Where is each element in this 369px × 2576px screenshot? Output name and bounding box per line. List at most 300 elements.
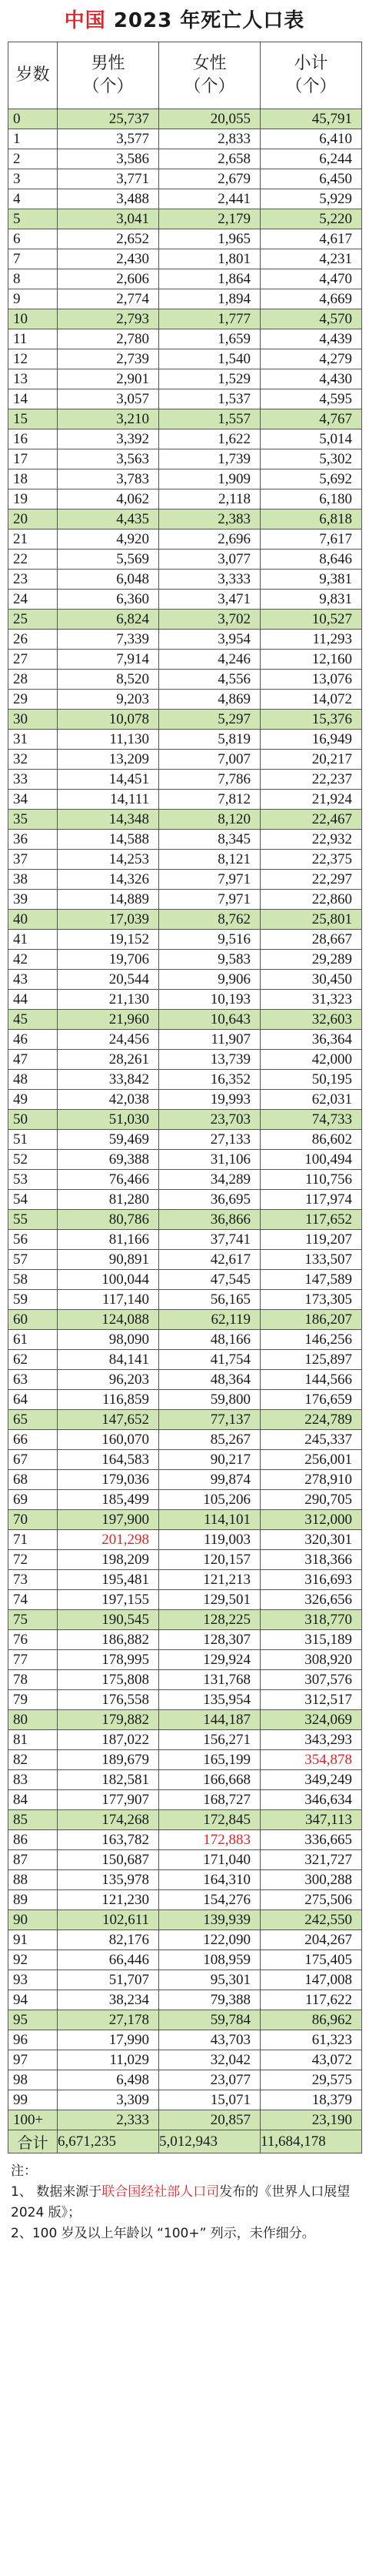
cell-age: 41 — [8, 930, 58, 950]
table-row — [8, 2090, 362, 2110]
cell-age: 38 — [8, 870, 58, 890]
table-row — [8, 1850, 362, 1870]
cell-total: 316,693 — [261, 1570, 362, 1590]
cell-male: 38,234 — [58, 1990, 159, 2010]
cell-male: 178,995 — [58, 1650, 159, 1670]
cell-male: 6,360 — [58, 590, 159, 610]
table-row — [8, 1690, 362, 1710]
cell-total: 147,008 — [261, 1970, 362, 1990]
cell-male: 4,062 — [58, 489, 159, 510]
table-row — [8, 1130, 362, 1150]
header-male-unit: （个） — [82, 77, 134, 96]
header-female — [159, 42, 261, 109]
table-row — [8, 1250, 362, 1270]
cell-age: 86 — [8, 1830, 58, 1850]
cell-male: 8,520 — [58, 670, 159, 690]
cell-male: 135,978 — [58, 1870, 159, 1890]
cell-total: 186,207 — [261, 1310, 362, 1330]
cell-male: 4,435 — [58, 510, 159, 530]
cell-age: 29 — [8, 690, 58, 710]
cell-male: 81,280 — [58, 1190, 159, 1210]
table-row — [8, 510, 362, 530]
table-row — [8, 790, 362, 810]
cell-total: 11,293 — [261, 630, 362, 650]
table-row — [8, 1190, 362, 1210]
cell-total: 6,818 — [261, 510, 362, 530]
cell-male: 21,960 — [58, 1010, 159, 1030]
table-row — [8, 389, 362, 409]
cell-total: 4,595 — [261, 389, 362, 409]
table-row — [8, 449, 362, 469]
cell-total: 4,430 — [261, 369, 362, 389]
cell-female: 32,042 — [159, 2050, 261, 2070]
cell-age: 6 — [8, 229, 58, 249]
cell-male: 186,882 — [58, 1630, 159, 1650]
total-label: 合计 — [8, 2130, 58, 2153]
table-row — [8, 1610, 362, 1630]
header-total-label: 小计 — [294, 54, 328, 73]
cell-male: 69,388 — [58, 1150, 159, 1170]
cell-female: 128,307 — [159, 1630, 261, 1650]
cell-age: 21 — [8, 530, 58, 550]
table-row — [8, 109, 362, 129]
cell-male: 4,920 — [58, 530, 159, 550]
cell-total: 125,897 — [261, 1350, 362, 1370]
cell-male: 2,780 — [58, 329, 159, 349]
cell-age: 14 — [8, 389, 58, 409]
cell-female: 129,924 — [159, 1650, 261, 1670]
cell-male: 121,230 — [58, 1890, 159, 1910]
cell-total: 146,256 — [261, 1330, 362, 1350]
cell-total: 62,031 — [261, 1090, 362, 1110]
table-row — [8, 690, 362, 710]
table-row — [8, 1870, 362, 1890]
cell-male: 195,481 — [58, 1570, 159, 1590]
total-female: 5,012,943 — [159, 2130, 261, 2153]
cell-total: 4,570 — [261, 309, 362, 329]
cell-total: 307,576 — [261, 1670, 362, 1690]
notes-heading: 注： — [11, 2163, 37, 2179]
cell-male: 14,889 — [58, 890, 159, 910]
cell-male: 3,392 — [58, 429, 159, 449]
cell-male: 163,782 — [58, 1830, 159, 1850]
cell-total: 204,267 — [261, 1930, 362, 1950]
table-row — [8, 1830, 362, 1850]
cell-male: 3,577 — [58, 129, 159, 149]
cell-total: 119,207 — [261, 1230, 362, 1250]
table-row — [8, 1990, 362, 2010]
cell-male: 14,348 — [58, 810, 159, 830]
cell-male: 25,737 — [58, 109, 159, 129]
cell-female: 8,762 — [159, 910, 261, 930]
cell-female: 3,702 — [159, 610, 261, 630]
cell-female: 3,077 — [159, 550, 261, 570]
cell-age: 33 — [8, 770, 58, 790]
cell-female: 2,179 — [159, 209, 261, 229]
cell-age: 78 — [8, 1670, 58, 1690]
cell-total: 346,634 — [261, 1790, 362, 1810]
cell-total: 349,249 — [261, 1770, 362, 1790]
cell-total: 22,467 — [261, 810, 362, 830]
table-row — [8, 2030, 362, 2050]
cell-total: 32,603 — [261, 1010, 362, 1030]
table-row — [8, 309, 362, 329]
cell-male: 175,808 — [58, 1670, 159, 1690]
cell-female: 3,954 — [159, 630, 261, 650]
table-row — [8, 870, 362, 890]
cell-female: 3,333 — [159, 570, 261, 590]
cell-age: 32 — [8, 750, 58, 770]
cell-age: 42 — [8, 950, 58, 970]
cell-male: 3,210 — [58, 409, 159, 429]
cell-age: 50 — [8, 1110, 58, 1130]
cell-female: 36,866 — [159, 1210, 261, 1230]
cell-total: 275,506 — [261, 1890, 362, 1910]
cell-female: 128,225 — [159, 1610, 261, 1630]
cell-female: 129,501 — [159, 1590, 261, 1610]
cell-male: 17,990 — [58, 2030, 159, 2050]
cell-female: 43,703 — [159, 2030, 261, 2050]
cell-female: 48,166 — [159, 1330, 261, 1350]
cell-age: 45 — [8, 1010, 58, 1030]
cell-age: 20 — [8, 510, 58, 530]
table-row — [8, 489, 362, 510]
cell-total: 10,527 — [261, 610, 362, 630]
table-row — [8, 1470, 362, 1490]
cell-age: 82 — [8, 1750, 58, 1770]
cell-male: 124,088 — [58, 1310, 159, 1330]
cell-female: 2,679 — [159, 169, 261, 189]
cell-male: 27,178 — [58, 2010, 159, 2030]
cell-male: 174,268 — [58, 1810, 159, 1830]
cell-female: 120,157 — [159, 1550, 261, 1570]
cell-age: 64 — [8, 1390, 58, 1410]
cell-age: 60 — [8, 1310, 58, 1330]
cell-male: 187,022 — [58, 1730, 159, 1750]
cell-total: 7,617 — [261, 530, 362, 550]
cell-total: 110,756 — [261, 1170, 362, 1190]
cell-total: 343,293 — [261, 1730, 362, 1750]
table-row — [8, 1030, 362, 1050]
cell-total: 12,160 — [261, 650, 362, 670]
table-row — [8, 570, 362, 590]
cell-age: 70 — [8, 1510, 58, 1530]
cell-age: 13 — [8, 369, 58, 389]
cell-total: 100,494 — [261, 1150, 362, 1170]
cell-total: 22,860 — [261, 890, 362, 910]
cell-age: 35 — [8, 810, 58, 830]
cell-female: 23,703 — [159, 1110, 261, 1130]
cell-male: 197,155 — [58, 1590, 159, 1610]
cell-total: 13,076 — [261, 670, 362, 690]
cell-male: 160,070 — [58, 1430, 159, 1450]
cell-total: 4,279 — [261, 349, 362, 369]
note-2: 2、100 岁及以上年龄以 “100+” 列示，未作细分。 — [11, 2226, 315, 2241]
cell-total: 312,517 — [261, 1690, 362, 1710]
cell-total: 6,180 — [261, 489, 362, 510]
title-prefix: 中国 — [64, 9, 106, 32]
cell-age: 37 — [8, 850, 58, 870]
table-row — [8, 670, 362, 690]
cell-total: 5,220 — [261, 209, 362, 229]
cell-age: 75 — [8, 1610, 58, 1630]
cell-male: 66,446 — [58, 1950, 159, 1970]
cell-age: 10 — [8, 309, 58, 329]
cell-total: 22,297 — [261, 870, 362, 890]
cell-female: 36,695 — [159, 1190, 261, 1210]
cell-total: 242,550 — [261, 1910, 362, 1930]
cell-male: 21,130 — [58, 990, 159, 1010]
cell-female: 168,727 — [159, 1790, 261, 1810]
cell-total: 326,656 — [261, 1590, 362, 1610]
cell-male: 51,030 — [58, 1110, 159, 1130]
cell-female: 62,119 — [159, 1310, 261, 1330]
cell-age: 92 — [8, 1950, 58, 1970]
cell-total: 22,932 — [261, 830, 362, 850]
cell-female: 4,556 — [159, 670, 261, 690]
header-total-unit: （个） — [285, 77, 337, 96]
cell-male: 6,498 — [58, 2070, 159, 2090]
cell-female: 1,739 — [159, 449, 261, 469]
cell-age: 61 — [8, 1330, 58, 1350]
cell-age: 19 — [8, 489, 58, 510]
cell-female: 23,077 — [159, 2070, 261, 2090]
table-row — [8, 550, 362, 570]
table-row — [8, 1410, 362, 1430]
cell-age: 87 — [8, 1850, 58, 1870]
cell-total: 30,450 — [261, 970, 362, 990]
cell-total: 4,767 — [261, 409, 362, 429]
cell-male: 102,611 — [58, 1910, 159, 1930]
cell-age: 66 — [8, 1430, 58, 1450]
cell-male: 51,707 — [58, 1970, 159, 1990]
table-row — [8, 770, 362, 790]
table-row — [8, 329, 362, 349]
cell-male: 13,209 — [58, 750, 159, 770]
cell-female: 34,289 — [159, 1170, 261, 1190]
cell-age: 77 — [8, 1650, 58, 1670]
cell-age: 57 — [8, 1250, 58, 1270]
cell-age: 2 — [8, 149, 58, 169]
cell-female: 11,907 — [159, 1030, 261, 1050]
note-1-source: 联合国经社部人口司 — [101, 2184, 220, 2200]
cell-total: 21,924 — [261, 790, 362, 810]
table-row — [8, 1230, 362, 1250]
cell-female: 1,529 — [159, 369, 261, 389]
cell-male: 177,907 — [58, 1790, 159, 1810]
cell-total: 29,575 — [261, 2070, 362, 2090]
cell-female: 42,617 — [159, 1250, 261, 1270]
table-row — [8, 129, 362, 149]
table-row — [8, 590, 362, 610]
cell-total: 74,733 — [261, 1110, 362, 1130]
cell-female: 77,137 — [159, 1410, 261, 1430]
cell-total: 315,189 — [261, 1630, 362, 1650]
table-row — [8, 409, 362, 429]
cell-female: 20,055 — [159, 109, 261, 129]
cell-female: 85,267 — [159, 1430, 261, 1450]
table-row — [8, 610, 362, 630]
cell-male: 164,583 — [58, 1450, 159, 1470]
cell-total: 50,195 — [261, 1070, 362, 1090]
table-row — [8, 630, 362, 650]
cell-male: 198,209 — [58, 1550, 159, 1570]
note-1-suffix: 发布的《世界人口展望 2024 版》； — [11, 2184, 351, 2220]
cell-female: 1,659 — [159, 329, 261, 349]
table-row — [8, 810, 362, 830]
table-body — [8, 109, 362, 2130]
cell-male: 28,261 — [58, 1050, 159, 1070]
cell-male: 117,140 — [58, 1290, 159, 1310]
cell-age: 9 — [8, 289, 58, 309]
cell-age: 100+ — [8, 2110, 58, 2130]
cell-age: 73 — [8, 1570, 58, 1590]
cell-female: 8,345 — [159, 830, 261, 850]
cell-male: 24,456 — [58, 1030, 159, 1050]
table-row — [8, 229, 362, 249]
cell-male: 14,451 — [58, 770, 159, 790]
cell-total: 300,288 — [261, 1870, 362, 1890]
cell-age: 46 — [8, 1030, 58, 1050]
cell-female: 48,364 — [159, 1370, 261, 1390]
table-row — [8, 1290, 362, 1310]
cell-total: 318,770 — [261, 1610, 362, 1630]
table-row — [8, 1150, 362, 1170]
cell-total: 117,622 — [261, 1990, 362, 2010]
cell-female: 8,121 — [159, 850, 261, 870]
cell-male: 3,309 — [58, 2090, 159, 2110]
cell-female: 2,658 — [159, 149, 261, 169]
cell-age: 94 — [8, 1990, 58, 2010]
cell-age: 27 — [8, 650, 58, 670]
table-row — [8, 1810, 362, 1830]
cell-male: 3,783 — [58, 469, 159, 489]
cell-age: 15 — [8, 409, 58, 429]
table-row — [8, 1430, 362, 1450]
table-row — [8, 650, 362, 670]
cell-female: 7,812 — [159, 790, 261, 810]
cell-female: 171,040 — [159, 1850, 261, 1870]
cell-age: 85 — [8, 1810, 58, 1830]
cell-total: 290,705 — [261, 1490, 362, 1510]
cell-age: 90 — [8, 1910, 58, 1930]
cell-male: 182,581 — [58, 1770, 159, 1790]
cell-female: 1,909 — [159, 469, 261, 489]
table-row — [8, 1730, 362, 1750]
cell-total: 31,323 — [261, 990, 362, 1010]
table-row — [8, 1530, 362, 1550]
cell-female: 1,537 — [159, 389, 261, 409]
cell-male: 98,090 — [58, 1330, 159, 1350]
cell-female: 90,217 — [159, 1450, 261, 1470]
table-row — [8, 1330, 362, 1350]
cell-male: 201,298 — [58, 1530, 159, 1550]
cell-female: 3,471 — [159, 590, 261, 610]
cell-age: 36 — [8, 830, 58, 850]
cell-total: 4,231 — [261, 249, 362, 269]
table-row — [8, 530, 362, 550]
cell-total: 20,217 — [261, 750, 362, 770]
cell-total: 173,305 — [261, 1290, 362, 1310]
cell-female: 8,120 — [159, 810, 261, 830]
cell-total: 29,289 — [261, 950, 362, 970]
cell-female: 7,007 — [159, 750, 261, 770]
table-header — [8, 42, 362, 109]
cell-female: 59,784 — [159, 2010, 261, 2030]
total-male: 6,671,235 — [58, 2130, 159, 2153]
cell-male: 2,652 — [58, 229, 159, 249]
cell-age: 39 — [8, 890, 58, 910]
table-row — [8, 2010, 362, 2030]
cell-female: 121,213 — [159, 1570, 261, 1590]
cell-male: 197,900 — [58, 1510, 159, 1530]
table-row — [8, 1570, 362, 1590]
cell-female: 27,133 — [159, 1130, 261, 1150]
cell-female: 19,993 — [159, 1090, 261, 1110]
cell-age: 98 — [8, 2070, 58, 2090]
cell-male: 42,038 — [58, 1090, 159, 1110]
cell-age: 56 — [8, 1230, 58, 1250]
cell-male: 2,901 — [58, 369, 159, 389]
cell-total: 176,659 — [261, 1390, 362, 1410]
cell-female: 156,271 — [159, 1730, 261, 1750]
cell-female: 131,768 — [159, 1670, 261, 1690]
cell-total: 5,692 — [261, 469, 362, 489]
cell-age: 47 — [8, 1050, 58, 1070]
cell-male: 5,569 — [58, 550, 159, 570]
cell-male: 19,152 — [58, 930, 159, 950]
cell-total: 133,507 — [261, 1250, 362, 1270]
cell-age: 81 — [8, 1730, 58, 1750]
table-row — [8, 429, 362, 449]
table-row — [8, 1950, 362, 1970]
cell-female: 119,003 — [159, 1530, 261, 1550]
table-row — [8, 1490, 362, 1510]
cell-female: 172,883 — [159, 1830, 261, 1850]
table-row — [8, 2110, 362, 2130]
cell-male: 2,606 — [58, 269, 159, 289]
table-row — [8, 1590, 362, 1610]
table-row — [8, 1270, 362, 1290]
cell-age: 26 — [8, 630, 58, 650]
table-row — [8, 730, 362, 750]
cell-age: 67 — [8, 1450, 58, 1470]
table-row — [8, 149, 362, 169]
cell-female: 1,864 — [159, 269, 261, 289]
cell-total: 336,665 — [261, 1830, 362, 1850]
table-row — [8, 910, 362, 930]
cell-female: 10,193 — [159, 990, 261, 1010]
cell-total: 15,376 — [261, 710, 362, 730]
cell-male: 14,111 — [58, 790, 159, 810]
cell-male: 81,166 — [58, 1230, 159, 1250]
cell-age: 31 — [8, 730, 58, 750]
cell-total: 36,364 — [261, 1030, 362, 1050]
cell-male: 7,914 — [58, 650, 159, 670]
cell-total: 144,566 — [261, 1370, 362, 1390]
cell-total: 23,190 — [261, 2110, 362, 2130]
cell-female: 10,643 — [159, 1010, 261, 1030]
cell-female: 16,352 — [159, 1070, 261, 1090]
cell-female: 166,668 — [159, 1770, 261, 1790]
cell-age: 62 — [8, 1350, 58, 1370]
cell-age: 1 — [8, 129, 58, 149]
cell-male: 179,036 — [58, 1470, 159, 1490]
note-1-prefix: 1、 数据来源于 — [11, 2184, 102, 2200]
cell-male: 11,130 — [58, 730, 159, 750]
cell-male: 185,499 — [58, 1490, 159, 1510]
cell-female: 2,441 — [159, 189, 261, 209]
